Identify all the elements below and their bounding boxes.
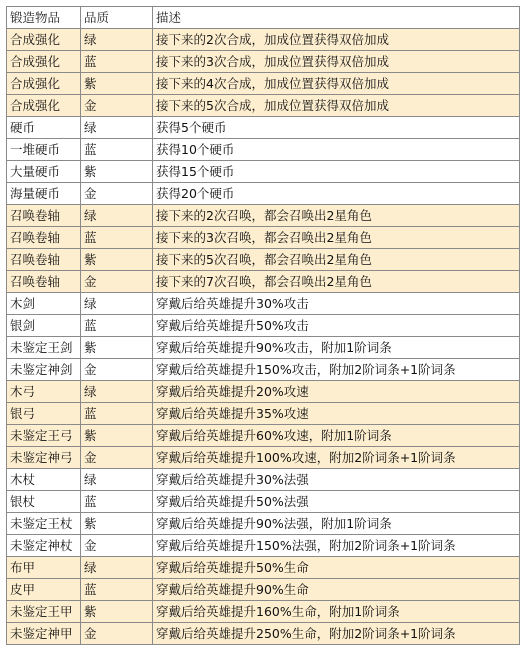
cell-description: 穿戴后给英雄提升100%攻速，附加2阶词条+1阶词条	[153, 447, 520, 469]
cell-description: 穿戴后给英雄提升150%法强，附加2阶词条+1阶词条	[153, 535, 520, 557]
table-row	[7, 227, 520, 249]
cell-description: 接下来的5次合成，加成位置获得双倍加成	[153, 95, 520, 117]
cell-quality: 紫	[81, 425, 153, 447]
cell-quality: 蓝	[81, 227, 153, 249]
table-row	[7, 623, 520, 645]
cell-item: 未鉴定神剑	[7, 359, 81, 381]
cell-item: 未鉴定神弓	[7, 447, 81, 469]
cell-quality: 金	[81, 535, 153, 557]
cell-quality: 金	[81, 359, 153, 381]
table-row	[7, 73, 520, 95]
cell-item: 皮甲	[7, 579, 81, 601]
table-row	[7, 29, 520, 51]
cell-description: 接下来的2次召唤，都会召唤出2星角色	[153, 205, 520, 227]
cell-item: 合成强化	[7, 95, 81, 117]
cell-description: 穿戴后给英雄提升160%生命，附加1阶词条	[153, 601, 520, 623]
table-row	[7, 117, 520, 139]
cell-item: 银剑	[7, 315, 81, 337]
cell-quality: 绿	[81, 381, 153, 403]
cell-description: 获得15个硬币	[153, 161, 520, 183]
cell-quality: 紫	[81, 601, 153, 623]
cell-quality: 绿	[81, 469, 153, 491]
table-row	[7, 51, 520, 73]
cell-item: 召唤卷轴	[7, 271, 81, 293]
table-row	[7, 535, 520, 557]
cell-description: 获得20个硬币	[153, 183, 520, 205]
cell-item: 未鉴定王杖	[7, 513, 81, 535]
cell-item: 银弓	[7, 403, 81, 425]
table-row	[7, 271, 520, 293]
cell-description: 穿戴后给英雄提升90%法强，附加1阶词条	[153, 513, 520, 535]
cell-description: 穿戴后给英雄提升150%攻击，附加2阶词条+1阶词条	[153, 359, 520, 381]
cell-quality: 绿	[81, 117, 153, 139]
table-row	[7, 557, 520, 579]
header-quality: 品质	[81, 7, 153, 29]
table-row	[7, 95, 520, 117]
cell-quality: 紫	[81, 249, 153, 271]
cell-item: 合成强化	[7, 51, 81, 73]
cell-description: 接下来的3次召唤，都会召唤出2星角色	[153, 227, 520, 249]
table-row	[7, 315, 520, 337]
cell-item: 木剑	[7, 293, 81, 315]
cell-description: 穿戴后给英雄提升90%攻击，附加1阶词条	[153, 337, 520, 359]
cell-description: 接下来的3次合成，加成位置获得双倍加成	[153, 51, 520, 73]
cell-quality: 绿	[81, 205, 153, 227]
table-row	[7, 139, 520, 161]
cell-item: 未鉴定王弓	[7, 425, 81, 447]
cell-description: 获得10个硬币	[153, 139, 520, 161]
cell-description: 接下来的4次合成，加成位置获得双倍加成	[153, 73, 520, 95]
cell-quality: 蓝	[81, 491, 153, 513]
cell-item: 合成强化	[7, 29, 81, 51]
cell-description: 穿戴后给英雄提升30%法强	[153, 469, 520, 491]
cell-item: 木杖	[7, 469, 81, 491]
cell-quality: 紫	[81, 73, 153, 95]
cell-quality: 金	[81, 271, 153, 293]
table-row	[7, 205, 520, 227]
cell-quality: 绿	[81, 557, 153, 579]
table-row	[7, 601, 520, 623]
cell-quality: 蓝	[81, 579, 153, 601]
cell-quality: 蓝	[81, 139, 153, 161]
cell-description: 穿戴后给英雄提升250%生命，附加2阶词条+1阶词条	[153, 623, 520, 645]
table-row	[7, 337, 520, 359]
table-row	[7, 403, 520, 425]
cell-quality: 紫	[81, 513, 153, 535]
cell-quality: 金	[81, 95, 153, 117]
table-row	[7, 469, 520, 491]
cell-quality: 绿	[81, 29, 153, 51]
cell-quality: 蓝	[81, 315, 153, 337]
header-description: 描述	[153, 7, 520, 29]
cell-quality: 金	[81, 183, 153, 205]
table-row	[7, 579, 520, 601]
table-header	[7, 7, 520, 29]
table-row	[7, 249, 520, 271]
cell-description: 穿戴后给英雄提升30%攻击	[153, 293, 520, 315]
cell-item: 未鉴定王甲	[7, 601, 81, 623]
cell-item: 召唤卷轴	[7, 227, 81, 249]
table-body	[7, 29, 520, 645]
table-row	[7, 161, 520, 183]
header-row	[7, 7, 520, 29]
cell-description: 穿戴后给英雄提升50%生命	[153, 557, 520, 579]
cell-quality: 蓝	[81, 51, 153, 73]
table-row	[7, 293, 520, 315]
cell-item: 硬币	[7, 117, 81, 139]
cell-description: 穿戴后给英雄提升90%生命	[153, 579, 520, 601]
header-item: 锻造物品	[7, 7, 81, 29]
table-row	[7, 183, 520, 205]
cell-description: 获得5个硬币	[153, 117, 520, 139]
cell-quality: 蓝	[81, 403, 153, 425]
cell-quality: 金	[81, 623, 153, 645]
table-row	[7, 513, 520, 535]
cell-description: 穿戴后给英雄提升50%攻击	[153, 315, 520, 337]
cell-item: 一堆硬币	[7, 139, 81, 161]
cell-quality: 紫	[81, 161, 153, 183]
cell-description: 接下来的2次合成，加成位置获得双倍加成	[153, 29, 520, 51]
table-row	[7, 381, 520, 403]
cell-quality: 绿	[81, 293, 153, 315]
cell-item: 未鉴定王剑	[7, 337, 81, 359]
cell-item: 布甲	[7, 557, 81, 579]
cell-item: 合成强化	[7, 73, 81, 95]
cell-description: 穿戴后给英雄提升50%法强	[153, 491, 520, 513]
table-row	[7, 491, 520, 513]
cell-item: 未鉴定神甲	[7, 623, 81, 645]
cell-item: 大量硬币	[7, 161, 81, 183]
cell-item: 银杖	[7, 491, 81, 513]
cell-item: 木弓	[7, 381, 81, 403]
cell-quality: 紫	[81, 337, 153, 359]
table-row	[7, 359, 520, 381]
table-row	[7, 447, 520, 469]
cell-description: 接下来的5次召唤，都会召唤出2星角色	[153, 249, 520, 271]
table-row	[7, 425, 520, 447]
cell-description: 穿戴后给英雄提升20%攻速	[153, 381, 520, 403]
cell-item: 未鉴定神杖	[7, 535, 81, 557]
cell-item: 召唤卷轴	[7, 205, 81, 227]
cell-item: 海量硬币	[7, 183, 81, 205]
cell-description: 穿戴后给英雄提升60%攻速，附加1阶词条	[153, 425, 520, 447]
cell-item: 召唤卷轴	[7, 249, 81, 271]
cell-description: 穿戴后给英雄提升35%攻速	[153, 403, 520, 425]
cell-description: 接下来的7次召唤，都会召唤出2星角色	[153, 271, 520, 293]
forge-items-table	[6, 6, 520, 645]
cell-quality: 金	[81, 447, 153, 469]
